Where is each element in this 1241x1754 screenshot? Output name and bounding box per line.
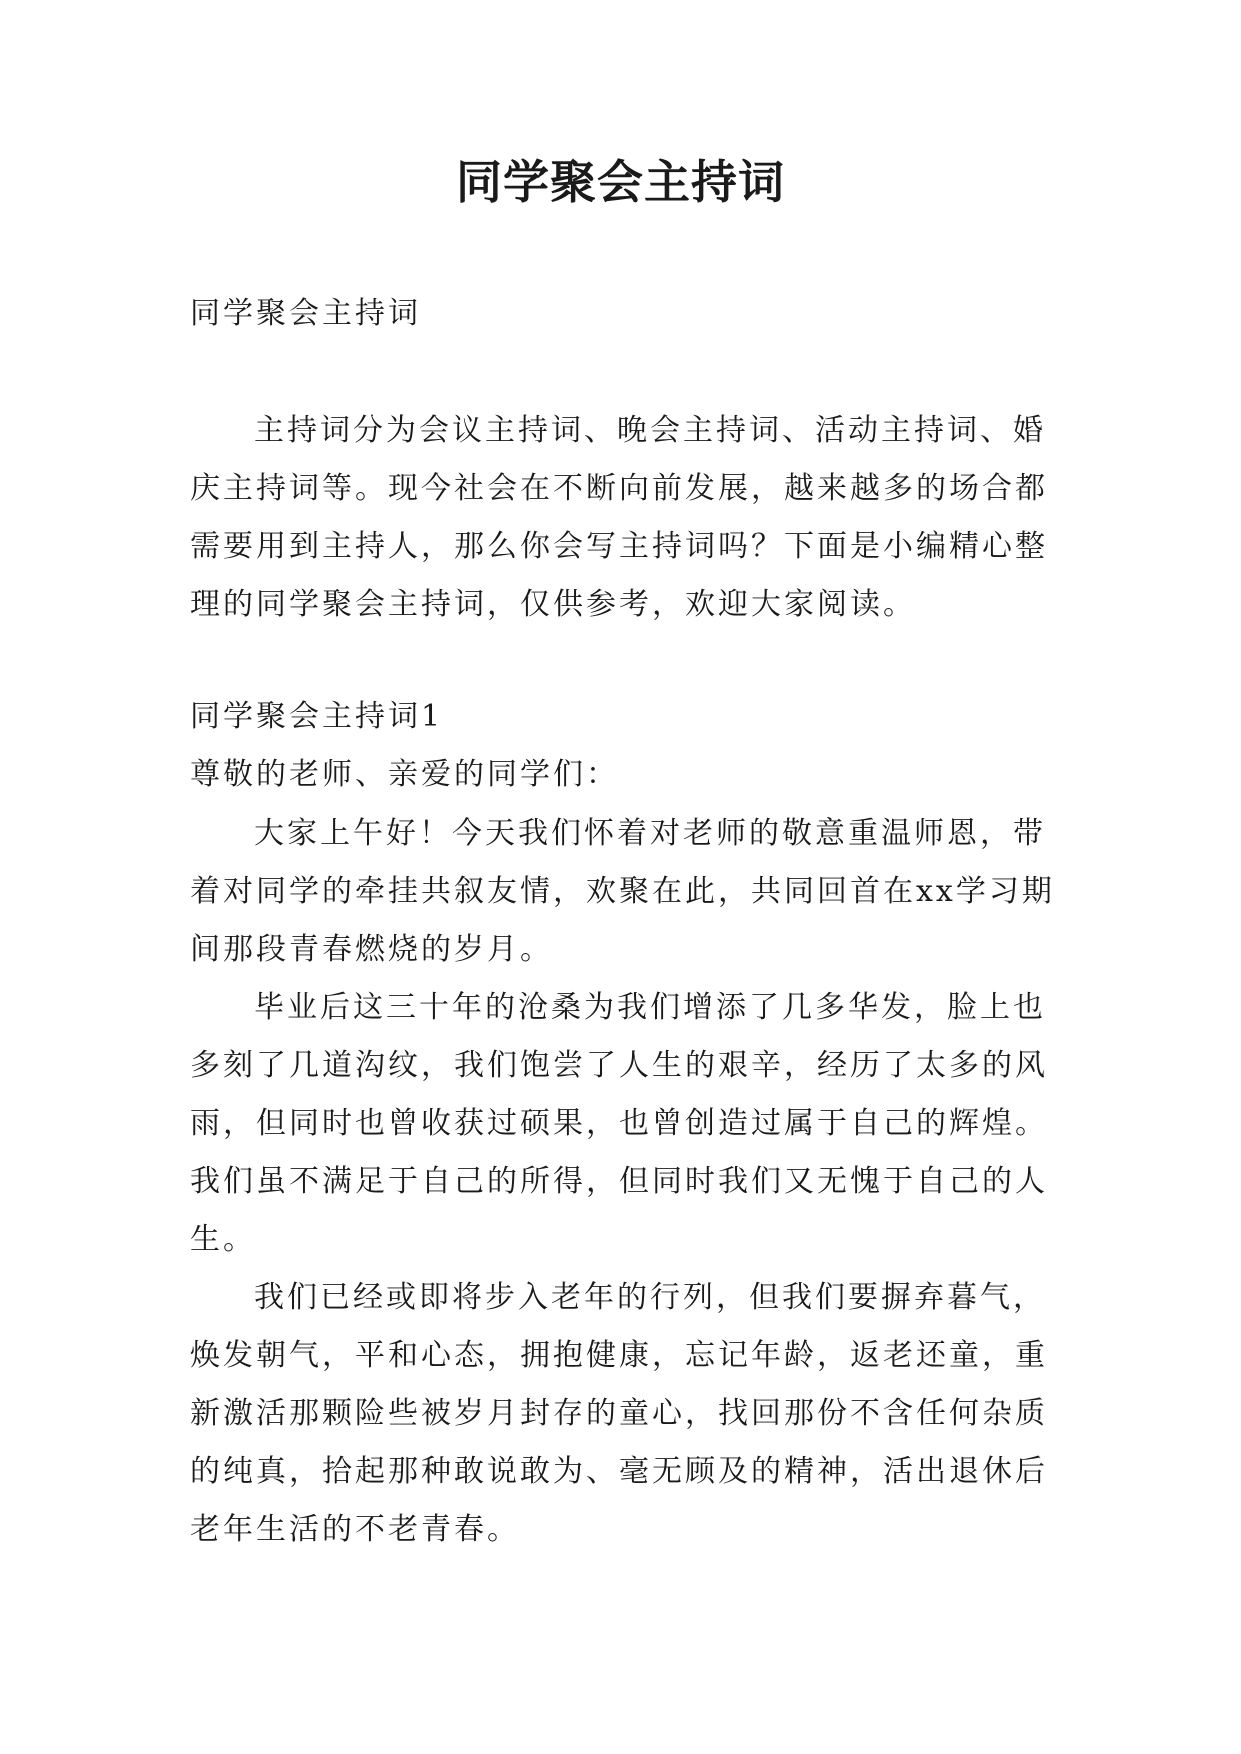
intro-paragraph: 主持词分为会议主持词、晚会主持词、活动主持词、婚庆主持词等。现今社会在不断向前发展，越来越多的场合都需要用到主持人，那么你会写主持词吗？下面是小编精心整理的同学聚会主持词，仅供参考，欢迎大家阅读。 xyxy=(190,413,1048,622)
body-paragraph: 毕业后这三十年的沧桑为我们增添了几多华发，脸上也多刻了几道沟纹，我们饱尝了人生的艰辛，经历了太多的风雨，但同时也曾收获过硕果，也曾创造过属于自己的辉煌。我们虽不满足于自己的所得，但同时我们又无愧于自己的人生。 xyxy=(190,990,1048,1257)
section-heading: 同学聚会主持词1 xyxy=(190,699,444,734)
body-paragraph: 大家上午好！今天我们怀着对老师的敬意重温师恩，带着对同学的牵挂共叙友情，欢聚在此，共同回首在xx学习期间那段青春燃烧的岁月。 xyxy=(190,816,1055,967)
body-paragraph: 我们已经或即将步入老年的行列，但我们要摒弃暮气，焕发朝气，平和心态，拥抱健康，忘记年龄，返老还童，重新激活那颗险些被岁月封存的童心，找回那份不含任何杂质的纯真，拾起那种敢说敢为、毫无顾及的精神，活出退休后老年生活的不老青春。 xyxy=(190,1280,1048,1547)
salutation: 尊敬的老师、亲爱的同学们： xyxy=(190,757,619,792)
document-title: 同学聚会主持词 xyxy=(456,155,785,209)
document-subtitle: 同学聚会主持词 xyxy=(190,296,421,331)
